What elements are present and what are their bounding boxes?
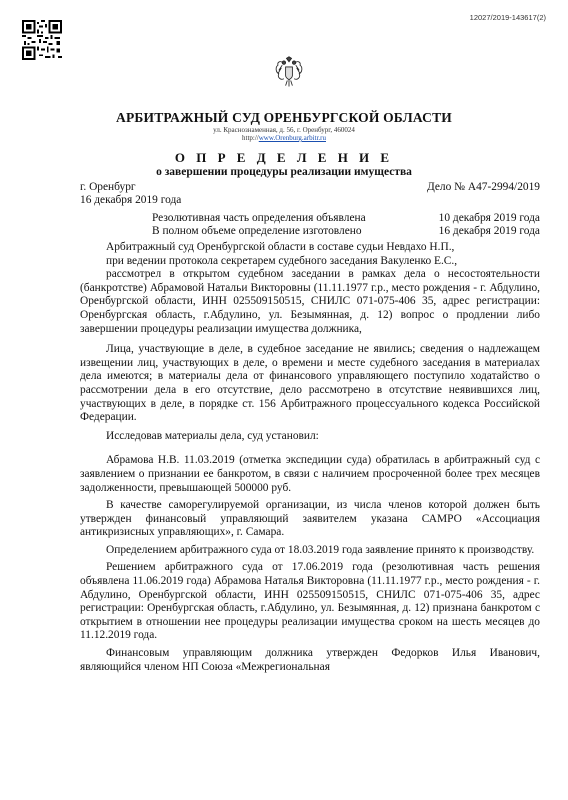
paragraph-sro: В качестве саморегулируемой организации, из числа членов которой должен быть утвержден финансовый управляющий заявителем указана САМРО «Ассоциация антикризисных управляющих», г. Самара. bbox=[80, 499, 540, 539]
court-name: АРБИТРАЖНЫЙ СУД ОРЕНБУРГСКОЙ ОБЛАСТИ bbox=[116, 110, 452, 125]
court-website-line bbox=[0, 134, 568, 142]
document-title: О П Р Е Д Е Л Е Н И Е bbox=[174, 150, 394, 165]
paragraph-financial-manager: Финансовым управляющим должника утвержден Федорков Илья Иванович, являющийся членом НП Союза «Межрегиональная bbox=[80, 647, 540, 673]
full-made-row bbox=[80, 224, 540, 239]
paragraph-bankruptcy-application: Абрамова Н.В. 11.03.2019 (отметка экспедиции суда) обратилась в арбитражный суд с заявлением о признании ее банкротом, в связи с наличием просроченной более трех месяцев задолженности, превышающей 500000 руб. bbox=[80, 454, 540, 494]
full-made-date: 16 декабря 2019 года bbox=[438, 225, 540, 237]
full-made-label: В полном объеме определение изготовлено bbox=[152, 225, 362, 237]
paragraph-case-review: рассмотрел в открытом судебном заседании в рамках дела о несостоятельности (банкротстве) Абрамовой Натальи Викторовны (11.11.1977 г.р., место рождения - г. Абдулино, Оренбургской области, ИНН 025509150515, СНИЛС 071-075-406 35, адрес регистрации: Оренбургская область, г.Абдулино, ул. Безымянная, д. 12) вопрос о продлении либо завершении процедуры реализации имущества должника, bbox=[80, 268, 540, 335]
paragraph-decision: Решением арбитражного суда от 17.06.2019 года (резолютивная часть решения объявлена 11.06.2019 года) Абрамова Наталья Викторовна (11.11.1977 г.р., место рождения - г. Абдулино, Оренбургской области, ИНН 025509150515, СНИЛС 071-075-406 35, адрес регистрации: Оренбургская область, г.Абдулино, ул. Безымянная, д. 12) признана банкротом с открытием в отношении нее процедуры реализации имущества сроком на шесть месяцев до 11.12.2019 года. bbox=[80, 561, 540, 642]
court-address: ул. Краснознаменная, д. 56, г. Оренбург, 460024 bbox=[213, 126, 355, 134]
paragraph-participants: Лица, участвующие в деле, в судебное заседание не явились; сведения о надлежащем извещении лиц, участвующих в деле, о времени и месте судебного заседания в материалах дела имеются; в материалы дела от финансового управляющего поступило ходатайство о рассмотрении дела в его отсутствие, дело рассмотрено в отсутствие неявившихся лиц, участвующих в деле, в порядке ст. 156 Арбитражного процессуального кодекса Российской Федерации. bbox=[80, 343, 540, 424]
paragraph-application-accepted: Определением арбитражного суда от 18.03.2019 года заявление принято к производству. bbox=[106, 543, 535, 556]
case-reference-number: 12027/2019-143617(2) bbox=[469, 13, 546, 22]
http-prefix: http:// bbox=[242, 134, 259, 142]
case-number: Дело № А47-2994/2019 bbox=[426, 181, 540, 193]
city: г. Оренбург bbox=[80, 181, 136, 193]
resolution-announced-date: 10 декабря 2019 года bbox=[438, 212, 540, 224]
court-website-link[interactable]: www.Orenburg.arbitr.ru bbox=[258, 134, 326, 142]
paragraph-court-composition: Арбитражный суд Оренбургской области в составе судьи Невдахо Н.П., bbox=[106, 241, 455, 253]
coat-of-arms-icon bbox=[272, 55, 306, 89]
resolution-announced-label: Резолютивная часть определения объявлена bbox=[152, 212, 366, 224]
document-body bbox=[80, 180, 540, 674]
qr-code bbox=[22, 20, 62, 60]
document-date: 16 декабря 2019 года bbox=[80, 194, 182, 206]
document-subtitle: о завершении процедуры реализации имущества bbox=[156, 166, 412, 178]
paragraph-secretary: при ведении протокола секретарем судебного заседания Вакуленко Е.С., bbox=[106, 254, 458, 267]
paragraph-court-established: Исследовав материалы дела, суд установил: bbox=[106, 429, 319, 442]
